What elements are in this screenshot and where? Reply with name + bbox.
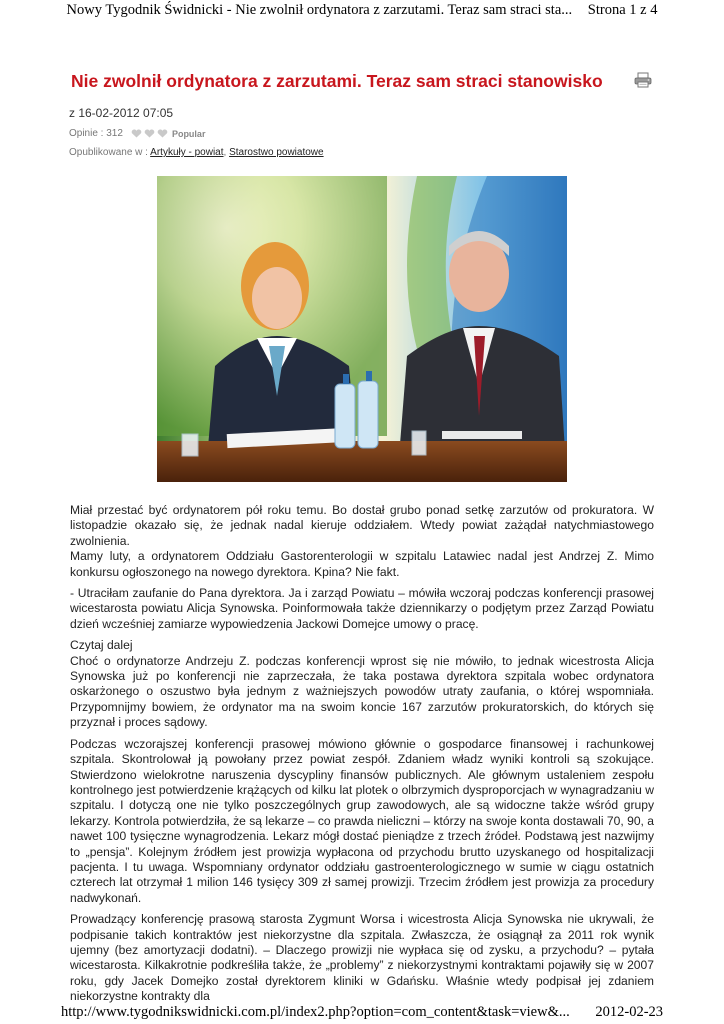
heart-icon — [131, 129, 142, 138]
article-paragraph: Mamy luty, a ordynatorem Oddziału Gastorenterologii w szpitalu Latawiec nadal jest Andrzej Z. Mimo konkursu ogłoszonego na nowego dyrektora. Kpina? Nie fakt. — [70, 549, 654, 579]
published-prefix: Opublikowane w : — [69, 147, 151, 158]
article-photo — [157, 176, 567, 482]
article-body — [70, 503, 654, 1011]
print-footer — [0, 1004, 724, 1021]
read-more-label: Czytaj dalej — [70, 638, 133, 653]
heart-icon — [144, 129, 155, 138]
rating-hearts — [131, 129, 170, 138]
article-title: Nie zwolnił ordynatora z zarzutami. Teraz sam straci stanowisko — [71, 71, 603, 91]
published-in — [69, 147, 324, 158]
rating-row — [69, 128, 205, 139]
heart-icon — [157, 129, 168, 138]
print-header — [0, 2, 724, 19]
category-separator: , — [223, 147, 230, 158]
printer-icon[interactable] — [634, 72, 652, 88]
article-paragraph: Podczas wczorajszej konferencji prasowej mówiono głównie o gospodarce finansowej i rachunkowej szpitala. Skontrolował ją powołany przez powiat zespół. Zdaniem władz wyniki kontroli są szokujące. Stwierdzono wielokrotne naruszenia dyscypliny finansów publicznych. Ale głównym ustaleniem zespołu kontrolnego jest potwierdzenie krążących od kilku lat plotek o olbrzymich dysproporcjach w wynagradzaniu w szpitalu. I dotyczą one nie tylko poszczególnych grup zawodowych, ale są widoczne także wśród grupy lekarzy. Kontrola potwierdziła, że są lekarze – co prawda nieliczni – którzy na swoje konta dostawali 70, 90, a nawet 100 tysięczne wynagrodzenia. Lekarz mógł dostać pieniądze z trzech źródeł. Podstawą jest nazwijmy to „pensja”. Kolejnym źródłem jest prowizja wypłacona od przychodu brutto uzyskanego od hospitalizacji pacjenta. I tu uwaga. Wspomniany ordynator oddziału gastroenterologicznego w sumie w ciągu ostatnich czterech lat otrzymał 1 milion 146 tysięcy 309 zł samej prowizji. Trzecim źródłem jest prowizja za procedury nadwykonań. — [70, 736, 654, 905]
opinions-count: Opinie : 312 — [69, 128, 123, 139]
article-paragraph: Choć o ordynatorze Andrzeju Z. podczas konferencji wprost się nie mówiło, to jednak wicestrosta Alicja Synowska już po konferencji nie zaprzeczała, że taka postawa dyrektora szpitala wobec ordynatora oskarżonego o oszustwo była jednym z ważniejszych powodów utraty zaufania, o której wspomniała. Przypomnijmy bowiem, że ordynator ma na swoim koncie 167 zarzutów prokuratorskich, do których się przyznał i proces sądowy. — [70, 653, 654, 730]
article-paragraph: Miał przestać być ordynatorem pół roku temu. Bo dostał grubo ponad setkę zarzutów od prokuratora. W listopadzie okazało się, że jednak nadal kieruje oddziałem. Wtedy powiat zażądał natychmiastowego zwolnienia. — [70, 503, 654, 548]
article-paragraph: Prowadzący konferencję prasową starosta Zygmunt Worsa i wicestrosta Alicja Synowska nie ukrywali, że podpisanie takich kontraktów jest niekorzystne dla szpitala. Zwłaszcza, że osiągnął za 2011 rok wynik ujemny (bez amortyzacji dodatni). – Dlaczego prowizji nie wypłaca się od zysku, a przychodu? – pytała wicestarosta. Kilkakrotnie podkreśliła także, że „problemy” z niekorzystnymi kontraktami pojawiły się w 2007 roku, gdy Jacek Domejko został dyrektorem kliniki w Gdańsku. Właśnie wtedy podpisał jej zdaniem niekorzystne kontrakty dla — [70, 912, 654, 1004]
popular-badge: Popular — [171, 128, 206, 139]
category-link-articles-powiat[interactable]: Artykuły - powiat — [150, 147, 224, 158]
print-footer-date: 2012-02-23 — [595, 1004, 664, 1020]
print-footer-url: http://www.tygodnikswidnicki.com.pl/index2.php?option=com_content&task=view&... — [60, 1004, 570, 1020]
category-link-starostwo[interactable]: Starostwo powiatowe — [229, 147, 324, 158]
article-date: z 16-02-2012 07:05 — [69, 106, 174, 120]
print-header-title: Nowy Tygodnik Świdnicki - Nie zwolnił ordynatora z zarzutami. Teraz sam straci sta... — [66, 2, 573, 18]
print-header-page: Strona 1 z 4 — [587, 2, 658, 18]
article-paragraph: - Utraciłam zaufanie do Pana dyrektora. Ja i zarząd Powiatu – mówiła wczoraj podczas konferencji prasowej wicestarosta powiatu Alicja Synowska. Poinformowała także dziennikarzy o podjętym przez Zarząd Powiatu dzień wcześniej zamiarze wypowiedzenia Jackowi Domejce umowy o pracę. — [70, 586, 654, 631]
